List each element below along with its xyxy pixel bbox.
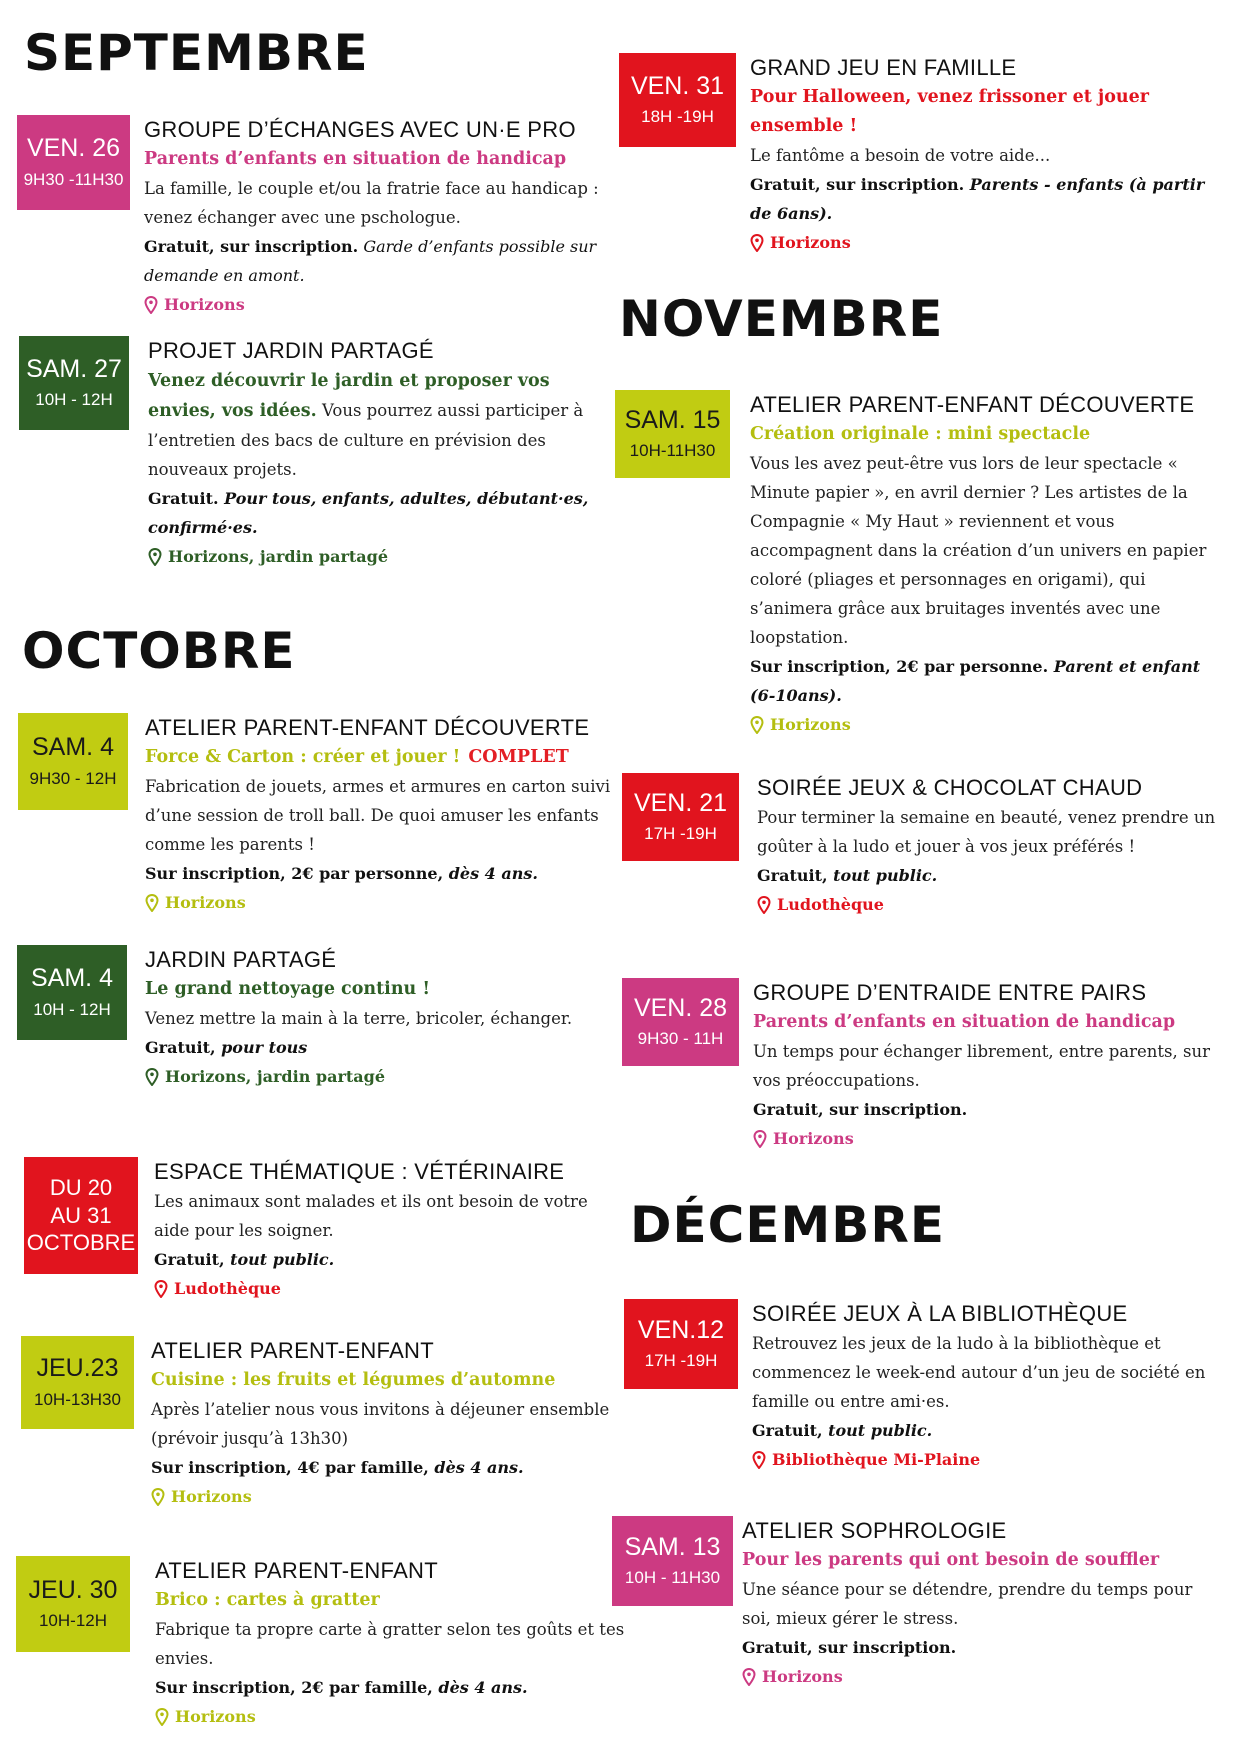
info-italic: dès 4 ans. <box>428 1458 524 1477</box>
info-italic: dès 4 ans. <box>432 1678 528 1697</box>
event-subtitle: Parents d’enfants en situation de handicap <box>753 1012 1176 1032</box>
date-badge <box>19 336 129 430</box>
event-description: Vous pourrez aussi participer à l’entretien des bacs de culture en prévision des nouveaux projets. <box>148 401 584 479</box>
info-italic: tout public. <box>827 866 938 885</box>
date-badge <box>622 773 739 861</box>
info-bold: Gratuit, sur inscription. <box>750 175 965 194</box>
badge-day: VEN. 21 <box>633 788 728 817</box>
location-label: Horizons <box>175 1707 256 1726</box>
badge-time: 9H30 - 12H <box>29 768 117 788</box>
info-italic: Garde d’enfants possible sur demande en amont. <box>144 237 597 285</box>
date-badge <box>17 945 127 1040</box>
info-bold: Gratuit, <box>752 1421 823 1440</box>
badge-day: SAM. 4 <box>31 964 113 993</box>
month-heading-octobre: OCTOBRE <box>22 622 296 680</box>
location-label: Horizons, jardin partagé <box>168 547 388 566</box>
badge-day: VEN. 26 <box>26 134 121 163</box>
location-label: Bibliothèque Mi-Plaine <box>772 1450 981 1469</box>
badge-day-line-3: OCTOBRE <box>26 1230 136 1256</box>
info-bold: Gratuit, sur inscription. <box>742 1638 957 1657</box>
event-subtitle: Brico : cartes à gratter <box>155 1590 380 1610</box>
event-subtitle: Pour Halloween, venez frissoner et jouer ensemble ! <box>750 87 1150 136</box>
event-description-block <box>148 366 618 484</box>
badge-time: 10H-11H30 <box>629 441 716 461</box>
info-italic: tout public. <box>822 1421 933 1440</box>
info-bold: Sur inscription, 2€ par famille, <box>155 1678 433 1697</box>
event-infos <box>750 170 1230 228</box>
map-pin-icon <box>151 1488 165 1506</box>
badge-time: 9H30 -11H30 <box>23 169 124 189</box>
event-location <box>154 1274 624 1303</box>
event-subtitle: Venez découvrir le jardin et proposer vos envies, vos idées. <box>148 371 550 421</box>
event-location <box>151 1482 621 1511</box>
date-badge <box>619 53 736 147</box>
badge-time: 9H30 - 11H <box>637 1029 724 1049</box>
event-description: Pour terminer la semaine en beauté, venez prendre un goûter à la ludo et jouer à vos jeux préférés ! <box>757 808 1216 856</box>
event-infos <box>750 652 1225 710</box>
map-pin-icon <box>155 1708 169 1726</box>
info-bold: Sur inscription, 4€ par famille, <box>151 1458 429 1477</box>
date-badge <box>624 1299 738 1389</box>
event-title: SOIRÉE JEUX À LA BIBLIOTHÈQUE <box>752 1301 1128 1326</box>
location-label: Ludothèque <box>174 1279 281 1298</box>
event-title: ATELIER PARENT-ENFANT DÉCOUVERTE <box>750 392 1195 417</box>
map-pin-icon <box>750 234 764 252</box>
event-subtitle: Cuisine : les fruits et légumes d’automne <box>151 1370 556 1390</box>
map-pin-icon <box>752 1451 766 1469</box>
map-pin-icon <box>154 1280 168 1298</box>
event-subtitle: Le grand nettoyage continu ! <box>145 979 431 999</box>
month-heading-novembre: NOVEMBRE <box>619 290 944 348</box>
event-description: La famille, le couple et/ou la fratrie face au handicap : venez échanger avec une pschologue. <box>144 179 599 227</box>
event-title: PROJET JARDIN PARTAGÉ <box>148 338 434 363</box>
event-description: Fabrication de jouets, armes et armures en carton suivi d’une session de troll ball. De quoi amuser les enfants comme les parents ! <box>145 777 611 854</box>
event-infos <box>148 484 618 542</box>
event-description: Vous les avez peut-être vus lors de leur spectacle « Minute papier », en avril dernier ? Les artistes de la Compagnie « My Haut » reviennent et vous accompagnent dans la création d’un univers en papier coloré (pliages et personnages en origami), qui s’animera grâce aux bruitages inventés avec une loopstation. <box>750 454 1207 647</box>
event-description: Une séance pour se détendre, prendre du temps pour soi, mieux gérer le stress. <box>742 1580 1193 1628</box>
event-title: ATELIER PARENT-ENFANT DÉCOUVERTE <box>145 715 590 740</box>
event-subtitle-row <box>145 743 625 772</box>
event-location <box>750 228 1230 257</box>
month-heading-septembre: SEPTEMBRE <box>24 24 369 82</box>
badge-day: SAM. 13 <box>624 1532 721 1561</box>
event-title: ATELIER SOPHROLOGIE <box>742 1518 1007 1543</box>
event-infos <box>144 232 614 290</box>
event-title: ESPACE THÉMATIQUE : VÉTÉRINAIRE <box>154 1159 565 1184</box>
location-label: Horizons, jardin partagé <box>165 1067 385 1086</box>
event-infos <box>154 1245 624 1274</box>
month-heading-decembre: DÉCEMBRE <box>630 1196 946 1254</box>
event-infos <box>145 859 625 888</box>
event-title: GROUPE D’ENTRAIDE ENTRE PAIRS <box>753 980 1147 1005</box>
badge-time: 17H -19H <box>644 824 717 844</box>
info-bold: Gratuit, sur inscription. <box>753 1100 968 1119</box>
map-pin-icon <box>145 1068 159 1086</box>
badge-time: 18H -19H <box>641 107 714 127</box>
info-bold: Sur inscription, 2€ par personne, <box>145 864 444 883</box>
event-location <box>757 890 1227 919</box>
badge-day: JEU. 30 <box>28 1575 118 1604</box>
date-badge <box>24 1157 138 1274</box>
map-pin-icon <box>757 896 771 914</box>
location-label: Horizons <box>171 1487 252 1506</box>
event-description: Venez mettre la main à la terre, bricoler, échanger. <box>145 1009 573 1028</box>
event-infos <box>752 1416 1217 1445</box>
map-pin-icon <box>144 296 158 314</box>
event-location <box>155 1702 625 1731</box>
date-badge <box>622 978 739 1066</box>
info-italic: tout public. <box>224 1250 335 1269</box>
info-bold: Gratuit. <box>148 489 219 508</box>
location-label: Horizons <box>164 295 245 314</box>
location-label: Horizons <box>165 893 246 912</box>
info-bold: Gratuit, <box>154 1250 225 1269</box>
event-infos <box>145 1033 625 1062</box>
badge-day-line-1: DU 20 <box>49 1175 113 1201</box>
badge-day: JEU.23 <box>36 1354 119 1383</box>
event-location <box>148 542 618 571</box>
badge-time: 10H-13H30 <box>34 1389 121 1409</box>
complet-badge: COMPLET <box>468 747 569 767</box>
badge-day: SAM. 15 <box>624 405 721 434</box>
location-label: Horizons <box>770 233 851 252</box>
event-title: SOIRÉE JEUX & CHOCOLAT CHAUD <box>757 775 1143 800</box>
event-infos <box>753 1095 1238 1124</box>
info-italic: Parent et enfant (6-10ans). <box>750 657 1201 705</box>
event-location <box>145 888 625 917</box>
event-infos <box>151 1453 621 1482</box>
badge-time: 10H - 12H <box>33 999 111 1019</box>
location-label: Ludothèque <box>777 895 884 914</box>
event-location <box>145 1062 625 1091</box>
event-title: GROUPE D’ÉCHANGES AVEC UN·E PRO <box>144 117 576 142</box>
event-location <box>750 710 1225 739</box>
event-title: ATELIER PARENT-ENFANT <box>151 1338 434 1363</box>
info-italic: Parents - enfants (à partir de 6ans). <box>750 175 1205 223</box>
event-infos <box>742 1633 1222 1662</box>
location-label: Horizons <box>762 1667 843 1686</box>
badge-day-line-2: AU 31 <box>50 1202 112 1228</box>
date-badge <box>21 1336 134 1429</box>
badge-time: 10H-12H <box>38 1611 108 1631</box>
badge-day: VEN. 31 <box>630 71 725 100</box>
event-infos <box>757 861 1227 890</box>
event-description: Un temps pour échanger librement, entre parents, sur vos préoccupations. <box>753 1042 1210 1090</box>
info-bold: Gratuit, sur inscription. <box>144 237 359 256</box>
event-location <box>752 1445 1217 1474</box>
event-description: Fabrique ta propre carte à gratter selon tes goûts et tes envies. <box>155 1620 625 1668</box>
event-location <box>742 1662 1222 1691</box>
info-bold: Gratuit, <box>145 1038 216 1057</box>
event-subtitle: Parents d’enfants en situation de handicap <box>144 149 567 169</box>
event-subtitle: Force & Carton : créer et jouer ! <box>145 747 461 767</box>
event-location <box>753 1124 1238 1153</box>
info-italic: Pour tous, enfants, adultes, débutant·es, confirmé·es. <box>148 489 589 537</box>
map-pin-icon <box>753 1130 767 1148</box>
event-location <box>144 290 614 319</box>
map-pin-icon <box>145 894 159 912</box>
location-label: Horizons <box>770 715 851 734</box>
badge-day: SAM. 4 <box>32 733 114 762</box>
event-description: Le fantôme a besoin de votre aide... <box>750 146 1051 165</box>
date-badge <box>612 1516 733 1606</box>
event-infos <box>155 1673 625 1702</box>
date-badge <box>18 713 128 810</box>
info-bold: Gratuit, <box>757 866 828 885</box>
info-bold: Sur inscription, 2€ par personne. <box>750 657 1049 676</box>
event-title: JARDIN PARTAGÉ <box>145 947 337 972</box>
map-pin-icon <box>742 1668 756 1686</box>
badge-day: VEN. 28 <box>633 993 728 1022</box>
date-badge <box>615 390 730 478</box>
event-title: GRAND JEU EN FAMILLE <box>750 55 1017 80</box>
event-description: Les animaux sont malades et ils ont besoin de votre aide pour les soigner. <box>154 1192 588 1240</box>
event-description: Après l’atelier nous vous invitons à déjeuner ensemble (prévoir jusqu’à 13h30) <box>151 1400 610 1448</box>
event-title: ATELIER PARENT-ENFANT <box>155 1558 438 1583</box>
event-description: Retrouvez les jeux de la ludo à la bibliothèque et commencez le week-end autour d’un jeu de société en famille ou entre ami·es. <box>752 1334 1206 1411</box>
date-badge <box>16 1556 130 1652</box>
event-subtitle: Pour les parents qui ont besoin de souffler <box>742 1550 1160 1570</box>
map-pin-icon <box>148 548 162 566</box>
info-italic: pour tous <box>215 1038 308 1057</box>
badge-time: 10H - 12H <box>35 390 113 410</box>
location-label: Horizons <box>773 1129 854 1148</box>
info-italic: dès 4 ans. <box>443 864 538 883</box>
badge-time: 17H -19H <box>644 1351 718 1371</box>
event-subtitle: Création originale : mini spectacle <box>750 424 1091 444</box>
date-badge <box>17 115 130 210</box>
badge-day: SAM. 27 <box>26 354 122 383</box>
badge-day: VEN.12 <box>637 1315 725 1344</box>
map-pin-icon <box>750 716 764 734</box>
badge-time: 10H - 11H30 <box>624 1568 721 1588</box>
